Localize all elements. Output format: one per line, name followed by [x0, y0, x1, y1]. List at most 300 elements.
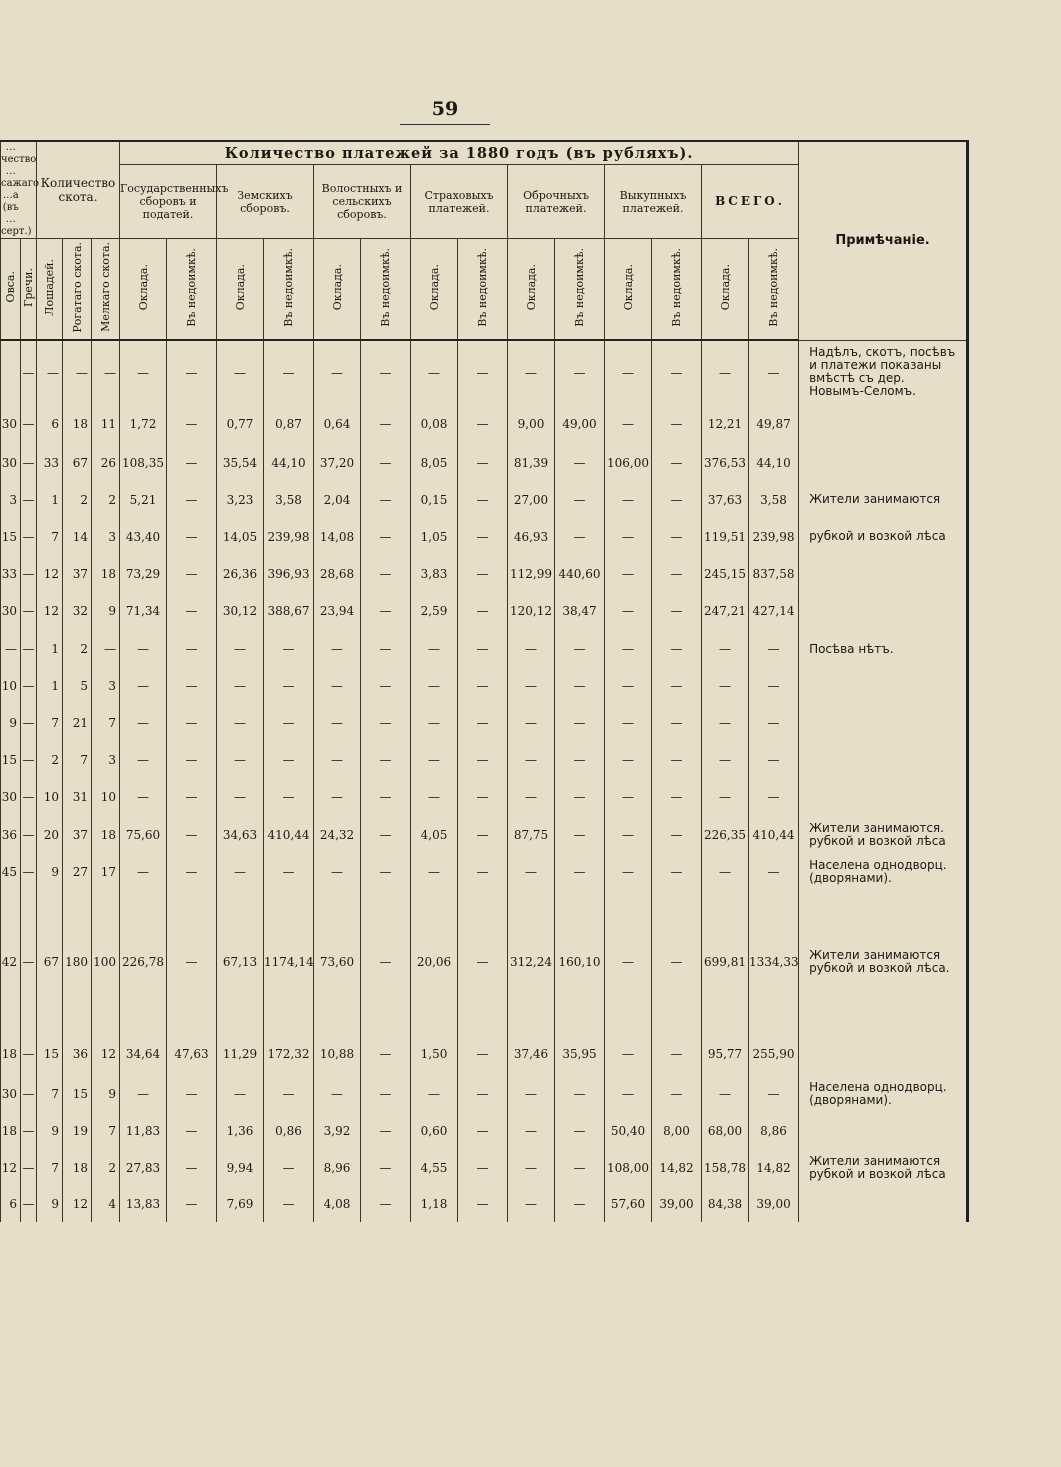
table-cell: —: [555, 853, 605, 891]
table-cell: 30,12: [217, 592, 264, 630]
table-cell: 34,64: [120, 1033, 167, 1075]
table-cell: 10,88: [314, 1033, 361, 1075]
table-cell: 3,83: [411, 555, 458, 592]
table-cell: —: [167, 340, 217, 404]
table-cell: 7: [37, 518, 63, 555]
table-cell: 20: [37, 816, 63, 853]
table-row: [1, 1033, 968, 1075]
table-cell: —: [702, 340, 749, 404]
table-cell: —: [458, 555, 508, 592]
note-cell: [799, 404, 968, 444]
table-cell: —: [92, 340, 120, 404]
table-cell: 14,82: [749, 1149, 799, 1186]
table-row: [1, 340, 968, 404]
table-row: [1, 592, 968, 630]
table-cell: —: [605, 404, 652, 444]
table-cell: —: [508, 1186, 555, 1222]
table-cell: 3,58: [264, 481, 314, 518]
table-cell: 18: [92, 816, 120, 853]
table-cell: 172,32: [264, 1033, 314, 1075]
table-cell: 30: [1, 1075, 21, 1112]
table-cell: —: [314, 742, 361, 778]
header-quitrent: Оброчныхъ платежей.: [508, 165, 605, 239]
table-cell: 7: [37, 1075, 63, 1112]
table-cell: 112,99: [508, 555, 555, 592]
table-cell: —: [458, 518, 508, 555]
table-cell: —: [21, 444, 37, 481]
table-cell: —: [458, 1149, 508, 1186]
table-cell: 440,60: [555, 555, 605, 592]
table-cell: 12: [37, 592, 63, 630]
table-cell: 106,00: [605, 444, 652, 481]
header-arrears: Въ недоимкѣ.: [555, 239, 605, 341]
table-cell: —: [652, 481, 702, 518]
table-cell: —: [217, 704, 264, 742]
table-cell: —: [508, 778, 555, 816]
table-cell: 42: [1, 891, 21, 1033]
table-cell: 837,58: [749, 555, 799, 592]
table-cell: —: [652, 555, 702, 592]
table-cell: —: [411, 668, 458, 704]
table-cell: 87,75: [508, 816, 555, 853]
table-cell: 35,95: [555, 1033, 605, 1075]
table-cell: —: [652, 592, 702, 630]
table-cell: 312,24: [508, 891, 555, 1033]
table-cell: —: [411, 742, 458, 778]
table-cell: 34,63: [217, 816, 264, 853]
table-cell: 27: [63, 853, 92, 891]
header-row-top: [1, 141, 968, 165]
table-cell: 410,44: [264, 816, 314, 853]
table-cell: —: [21, 853, 37, 891]
table-cell: —: [605, 518, 652, 555]
table-cell: 35,54: [217, 444, 264, 481]
table-cell: 39,00: [652, 1186, 702, 1222]
table-cell: —: [458, 704, 508, 742]
table-cell: 410,44: [749, 816, 799, 853]
table-cell: —: [120, 340, 167, 404]
table-cell: 396,93: [264, 555, 314, 592]
table-cell: —: [702, 778, 749, 816]
table-cell: —: [605, 1033, 652, 1075]
note-cell: [799, 704, 968, 742]
table-cell: —: [555, 1112, 605, 1149]
table-row: [1, 853, 968, 891]
table-cell: —: [361, 592, 411, 630]
table-cell: —: [702, 853, 749, 891]
table-cell: —: [264, 853, 314, 891]
table-cell: —: [508, 1112, 555, 1149]
table-cell: —: [21, 481, 37, 518]
table-cell: 26: [92, 444, 120, 481]
table-cell: 9,94: [217, 1149, 264, 1186]
table-cell: 32: [63, 592, 92, 630]
table-cell: 18: [92, 555, 120, 592]
header-arrears: Въ недоимкѣ.: [361, 239, 411, 341]
table-cell: 57,60: [605, 1186, 652, 1222]
table-cell: —: [21, 518, 37, 555]
table-cell: —: [264, 1149, 314, 1186]
table-row: [1, 481, 968, 518]
table-cell: 38,47: [555, 592, 605, 630]
note-cell: Посѣва нѣтъ.: [799, 630, 968, 668]
table-cell: —: [167, 853, 217, 891]
table-cell: —: [555, 1149, 605, 1186]
note-cell: [799, 668, 968, 704]
table-row: [1, 404, 968, 444]
table-cell: —: [361, 1112, 411, 1149]
table-cell: —: [555, 778, 605, 816]
table-cell: 2,59: [411, 592, 458, 630]
table-cell: 10: [92, 778, 120, 816]
table-cell: —: [21, 1149, 37, 1186]
table-cell: —: [264, 668, 314, 704]
table-cell: —: [264, 1186, 314, 1222]
table-cell: 31: [63, 778, 92, 816]
table-cell: —: [167, 444, 217, 481]
table-cell: —: [167, 1112, 217, 1149]
table-cell: —: [264, 704, 314, 742]
table-cell: 20,06: [411, 891, 458, 1033]
table-cell: —: [508, 340, 555, 404]
table-cell: —: [555, 518, 605, 555]
table-cell: —: [458, 668, 508, 704]
table-cell: 388,67: [264, 592, 314, 630]
table-cell: —: [361, 481, 411, 518]
table-cell: 1,50: [411, 1033, 458, 1075]
table-cell: 33: [37, 444, 63, 481]
table-cell: —: [120, 853, 167, 891]
table-cell: 10: [1, 668, 21, 704]
table-cell: —: [361, 1149, 411, 1186]
table-cell: 7: [63, 742, 92, 778]
table-cell: 14,82: [652, 1149, 702, 1186]
table-cell: 6: [37, 404, 63, 444]
table-cell: —: [411, 704, 458, 742]
table-row: [1, 1149, 968, 1186]
table-cell: —: [314, 668, 361, 704]
table-cell: —: [361, 555, 411, 592]
header-redemption: Выкупныхъ платежей.: [605, 165, 702, 239]
table-cell: —: [21, 1075, 37, 1112]
header-insurance: Страховыхъ платежей.: [411, 165, 508, 239]
table-cell: 47,63: [167, 1033, 217, 1075]
table-cell: —: [167, 704, 217, 742]
table-cell: —: [167, 481, 217, 518]
table-cell: 158,78: [702, 1149, 749, 1186]
table-cell: 67: [37, 891, 63, 1033]
table-cell: 3: [1, 481, 21, 518]
note-cell: Населена однодворц. (дворянами).: [799, 853, 968, 891]
table-row: [1, 518, 968, 555]
table-cell: 14,08: [314, 518, 361, 555]
table-cell: 4,55: [411, 1149, 458, 1186]
table-cell: 9: [37, 853, 63, 891]
table-cell: —: [361, 742, 411, 778]
table-cell: 11,29: [217, 1033, 264, 1075]
table-cell: —: [361, 340, 411, 404]
table-cell: 12,21: [702, 404, 749, 444]
table-cell: —: [264, 778, 314, 816]
table-cell: —: [361, 404, 411, 444]
table-cell: —: [605, 481, 652, 518]
table-cell: —: [605, 742, 652, 778]
table-cell: 108,00: [605, 1149, 652, 1186]
table-cell: 37: [63, 555, 92, 592]
table-cell: —: [217, 1075, 264, 1112]
table-cell: —: [652, 1033, 702, 1075]
table-cell: —: [508, 630, 555, 668]
table-cell: 0,64: [314, 404, 361, 444]
table-cell: 45: [1, 853, 21, 891]
header-arrears: Въ недоимкѣ.: [167, 239, 217, 341]
table-cell: 120,12: [508, 592, 555, 630]
table-cell: —: [167, 592, 217, 630]
table-cell: —: [264, 1075, 314, 1112]
page-number-rule: [400, 124, 490, 125]
note-cell: [799, 592, 968, 630]
table-cell: —: [217, 742, 264, 778]
note-cell: Жители занимаются рубкой и возкой лѣса.: [799, 891, 968, 1033]
note-cell: [799, 778, 968, 816]
table-cell: —: [458, 742, 508, 778]
table-cell: —: [167, 555, 217, 592]
table-cell: 9: [92, 1075, 120, 1112]
table-cell: 44,10: [264, 444, 314, 481]
table-cell: 73,29: [120, 555, 167, 592]
table-cell: —: [21, 555, 37, 592]
table-cell: —: [458, 630, 508, 668]
table-cell: 1,05: [411, 518, 458, 555]
table-cell: —: [314, 778, 361, 816]
table-cell: 18: [63, 404, 92, 444]
table-cell: —: [314, 630, 361, 668]
table-cell: 5,21: [120, 481, 167, 518]
table-cell: —: [652, 1075, 702, 1112]
table-cell: 81,39: [508, 444, 555, 481]
table-cell: —: [21, 340, 37, 404]
table-cell: 0,60: [411, 1112, 458, 1149]
table-cell: —: [605, 891, 652, 1033]
table-cell: —: [652, 704, 702, 742]
table-cell: 1: [37, 630, 63, 668]
table-cell: 37,20: [314, 444, 361, 481]
table-cell: 15: [63, 1075, 92, 1112]
header-payments-title: Количество платежей за 1880 годъ (въ рубляхъ).: [120, 141, 799, 165]
header-assessed: Оклада.: [120, 239, 167, 341]
table-cell: 2: [37, 742, 63, 778]
table-cell: 15: [37, 1033, 63, 1075]
table-cell: 3,92: [314, 1112, 361, 1149]
table-cell: 68,00: [702, 1112, 749, 1149]
table-cell: —: [1, 630, 21, 668]
table-cell: [1, 340, 21, 404]
table-cell: —: [120, 1075, 167, 1112]
table-cell: 226,78: [120, 891, 167, 1033]
table-cell: —: [605, 555, 652, 592]
table-cell: 50,40: [605, 1112, 652, 1149]
table-row: [1, 704, 968, 742]
table-cell: —: [361, 518, 411, 555]
table-cell: 12: [63, 1186, 92, 1222]
table-cell: —: [702, 668, 749, 704]
table-cell: —: [555, 1186, 605, 1222]
table-cell: 9,00: [508, 404, 555, 444]
table-cell: —: [361, 1075, 411, 1112]
table-cell: —: [21, 404, 37, 444]
table-cell: 11,83: [120, 1112, 167, 1149]
table-cell: —: [458, 891, 508, 1033]
table-cell: —: [508, 704, 555, 742]
table-cell: —: [605, 340, 652, 404]
table-cell: —: [120, 742, 167, 778]
note-cell: Жители занимаются рубкой и возкой лѣса: [799, 1149, 968, 1186]
table-cell: 36: [1, 816, 21, 853]
note-cell: [799, 1033, 968, 1075]
table-cell: 0,77: [217, 404, 264, 444]
table-row: [1, 778, 968, 816]
table-cell: 28,68: [314, 555, 361, 592]
header-arrears: Въ недоимкѣ.: [458, 239, 508, 341]
table-cell: —: [702, 630, 749, 668]
table-cell: 27,00: [508, 481, 555, 518]
table-cell: —: [555, 816, 605, 853]
table-cell: —: [458, 1112, 508, 1149]
table-cell: —: [411, 778, 458, 816]
note-cell: Жители занимаются: [799, 481, 968, 518]
table-cell: 95,77: [702, 1033, 749, 1075]
table-cell: —: [411, 1075, 458, 1112]
table-cell: —: [749, 778, 799, 816]
note-cell: [799, 1186, 968, 1222]
table-cell: 30: [1, 404, 21, 444]
table-cell: 247,21: [702, 592, 749, 630]
table-cell: —: [21, 668, 37, 704]
table-cell: 699,81: [702, 891, 749, 1033]
header-state-taxes: Государственныхъ сборовъ и податей.: [120, 165, 217, 239]
table-cell: —: [217, 853, 264, 891]
table-row: [1, 1075, 968, 1112]
table-cell: 36: [63, 1033, 92, 1075]
table-cell: 226,35: [702, 816, 749, 853]
table-cell: 12: [92, 1033, 120, 1075]
table-cell: —: [555, 481, 605, 518]
table-cell: —: [217, 340, 264, 404]
table-cell: —: [21, 778, 37, 816]
ledger-table: [0, 140, 969, 1222]
table-cell: 239,98: [264, 518, 314, 555]
table-cell: 39,00: [749, 1186, 799, 1222]
table-cell: —: [63, 340, 92, 404]
table-cell: —: [21, 704, 37, 742]
header-zemstvo: Земскихъ сборовъ.: [217, 165, 314, 239]
table-cell: —: [652, 444, 702, 481]
table-cell: —: [652, 816, 702, 853]
table-cell: —: [167, 630, 217, 668]
header-livestock: Количество скота.: [37, 141, 120, 239]
table-cell: 8,96: [314, 1149, 361, 1186]
table-cell: 2: [63, 481, 92, 518]
table-cell: —: [264, 742, 314, 778]
table-cell: 7: [37, 704, 63, 742]
note-cell: Надѣлъ, скотъ, посѣвъ и платежи показаны вмѣстѣ съ дер. Новымъ-Селомъ.: [799, 340, 968, 404]
table-cell: —: [167, 891, 217, 1033]
table-cell: 18: [1, 1112, 21, 1149]
table-cell: —: [21, 592, 37, 630]
table-cell: 27,83: [120, 1149, 167, 1186]
table-cell: —: [555, 340, 605, 404]
table-row: [1, 816, 968, 853]
table-cell: 376,53: [702, 444, 749, 481]
table-cell: —: [361, 891, 411, 1033]
table-cell: 0,15: [411, 481, 458, 518]
table-cell: 1174,14: [264, 891, 314, 1033]
table-cell: —: [749, 630, 799, 668]
table-cell: 67,13: [217, 891, 264, 1033]
table-cell: 3: [92, 518, 120, 555]
table-cell: 0,08: [411, 404, 458, 444]
table-cell: —: [167, 1075, 217, 1112]
table-cell: —: [605, 704, 652, 742]
table-row: [1, 742, 968, 778]
table-cell: 24,32: [314, 816, 361, 853]
table-cell: —: [652, 668, 702, 704]
table-cell: —: [749, 340, 799, 404]
table-cell: 10: [37, 778, 63, 816]
table-cell: —: [508, 1075, 555, 1112]
table-cell: 43,40: [120, 518, 167, 555]
table-cell: 37,63: [702, 481, 749, 518]
header-horses: Лошадей.: [37, 239, 63, 341]
table-cell: —: [652, 340, 702, 404]
table-cell: —: [458, 1075, 508, 1112]
header-assessed: Оклада.: [702, 239, 749, 341]
table-cell: 4,05: [411, 816, 458, 853]
header-volost: Волостныхъ и сельскихъ сборовъ.: [314, 165, 411, 239]
table-cell: —: [508, 668, 555, 704]
table-cell: —: [458, 340, 508, 404]
table-cell: —: [21, 816, 37, 853]
table-cell: —: [167, 816, 217, 853]
header-note: Примѣчаніе.: [799, 141, 968, 340]
table-cell: —: [314, 340, 361, 404]
table-cell: 18: [63, 1149, 92, 1186]
header-assessed: Оклада.: [605, 239, 652, 341]
table-cell: —: [217, 778, 264, 816]
table-cell: —: [120, 630, 167, 668]
table-cell: —: [508, 1149, 555, 1186]
table-cell: —: [458, 778, 508, 816]
table-cell: 427,14: [749, 592, 799, 630]
table-cell: —: [749, 742, 799, 778]
note-cell: [799, 1112, 968, 1149]
table-cell: —: [21, 1033, 37, 1075]
table-cell: 18: [1, 1033, 21, 1075]
table-cell: —: [21, 630, 37, 668]
table-cell: —: [458, 592, 508, 630]
table-cell: 7: [37, 1149, 63, 1186]
table-cell: —: [605, 668, 652, 704]
table-cell: 8,86: [749, 1112, 799, 1149]
table-cell: 12: [37, 555, 63, 592]
table-cell: —: [167, 518, 217, 555]
table-cell: —: [458, 481, 508, 518]
table-cell: 9: [37, 1112, 63, 1149]
table-cell: 8,00: [652, 1112, 702, 1149]
table-cell: 46,93: [508, 518, 555, 555]
table-cell: 1,72: [120, 404, 167, 444]
table-cell: 2: [63, 630, 92, 668]
